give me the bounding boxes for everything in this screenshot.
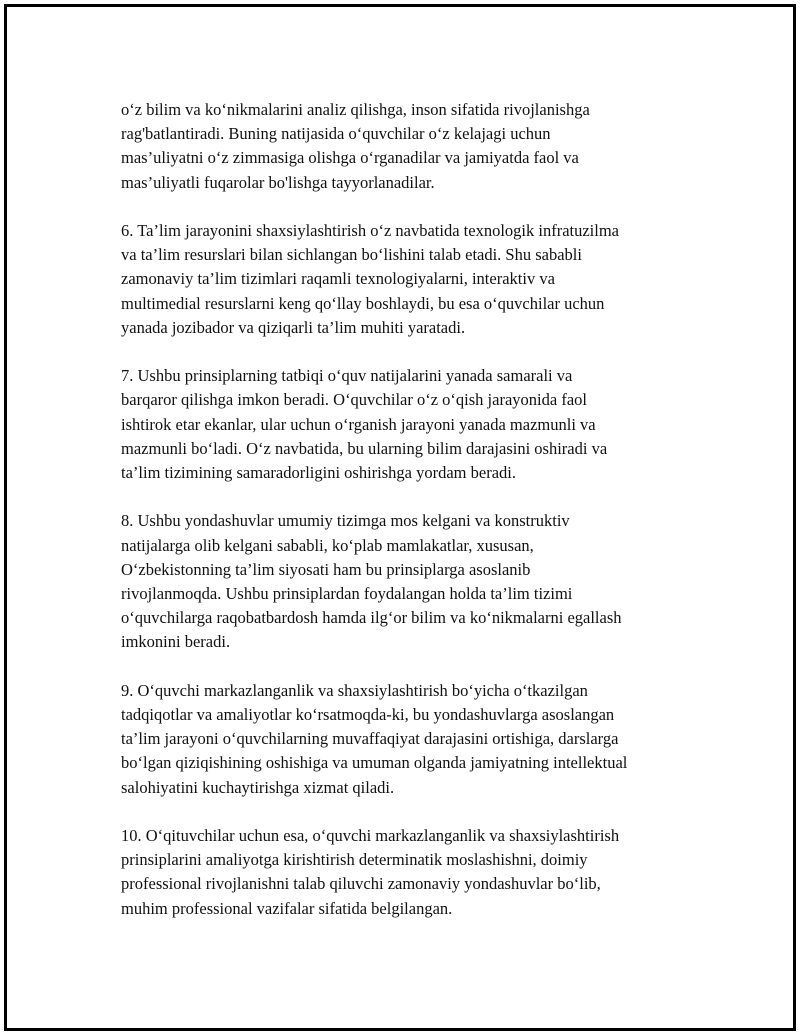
text-line: multimedial resurslarni keng qo‘llay boshlaydi, bu esa o‘quvchilar uchun	[121, 293, 605, 313]
text-line: tadqiqotlar va amaliyotlar ko‘rsatmoqda-ki, bu yondashuvlarga asoslangan	[121, 705, 615, 725]
text-line: 7. Ushbu prinsiplarning tatbiqi o‘quv natijalarini yanada samarali va	[121, 366, 573, 386]
text-line: barqaror qilishga imkon beradi. O‘quvchilar o‘z o‘qish jarayonida faol	[121, 390, 587, 410]
text-line: ishtirok etar ekanlar, ular uchun o‘rganish jarayoni yanada mazmunli va	[121, 414, 596, 434]
paragraph-9	[121, 679, 711, 800]
text-line: ta’lim jarayoni o‘quvchilarning muvaffaqiyat darajasini ortishiga, darslarga	[121, 729, 619, 749]
paragraph-6	[121, 219, 711, 340]
text-line: rag'batlantiradi. Buning natijasida o‘quvchilar o‘z kelajagi uchun	[121, 124, 551, 144]
text-line: imkonini beradi.	[121, 632, 231, 652]
text-line: O‘zbekistonning ta’lim siyosati ham bu prinsiplarga asoslanib	[121, 559, 531, 579]
text-line: muhim professional vazifalar sifatida belgilangan.	[121, 898, 453, 918]
document-body	[121, 98, 711, 945]
text-line: 9. O‘quvchi markazlanganlik va shaxsiylashtirish bo‘yicha o‘tkazilgan	[121, 680, 588, 700]
text-line: bo‘lgan qiziqishining oshishiga va umuman olganda jamiyatning intellektual	[121, 753, 628, 773]
text-line: mas’uliyatli fuqarolar bo'lishga tayyorlanadilar.	[121, 172, 435, 192]
text-line: ta’lim tizimining samaradorligini oshirishga yordam beradi.	[121, 463, 516, 483]
text-line: yanada jozibador va qiziqarli ta’lim muhiti yaratadi.	[121, 317, 466, 337]
text-line: va ta’lim resurslari bilan sichlangan bo‘lishini talab etadi. Shu sababli	[121, 245, 582, 265]
text-line: professional rivojlanishni talab qiluvchi zamonaviy yondashuvlar bo‘lib,	[121, 874, 601, 894]
text-line: o‘z bilim va ko‘nikmalarini analiz qilishga, inson sifatida rivojlanishga	[121, 100, 590, 119]
text-line: prinsiplarini amaliyotga kirishtirish determinatik moslashishni, doimiy	[121, 850, 588, 870]
text-line: salohiyatini kuchaytirishga xizmat qiladi.	[121, 777, 395, 797]
paragraph-8	[121, 509, 711, 654]
text-line: natijalarga olib kelgani sababli, ko‘plab mamlakatlar, xususan,	[121, 535, 534, 555]
paragraph-continuation	[121, 98, 711, 195]
paragraph-7	[121, 364, 711, 485]
text-line: mazmunli bo‘ladi. O‘z navbatida, bu ularning bilim darajasini oshiradi va	[121, 438, 608, 458]
text-line: mas’uliyatni o‘z zimmasiga olishga o‘rganadilar va jamiyatda faol va	[121, 148, 579, 168]
text-line: o‘quvchilarga raqobatbardosh hamda ilg‘or bilim va ko‘nikmalarni egallash	[121, 608, 622, 628]
text-line: 6. Ta’lim jarayonini shaxsiylashtirish o‘z navbatida texnologik infratuzilma	[121, 221, 620, 240]
text-line: 10. O‘qituvchilar uchun esa, o‘quvchi markazlanganlik va shaxsiylashtirish	[121, 826, 620, 846]
page-border	[4, 4, 796, 1031]
paragraph-10	[121, 824, 711, 921]
text-line: rivojlanmoqda. Ushbu prinsiplardan foydalangan holda ta’lim tizimi	[121, 584, 573, 604]
text-line: zamonaviy ta’lim tizimlari raqamli texnologiyalarni, interaktiv va	[121, 269, 555, 289]
text-line: 8. Ushbu yondashuvlar umumiy tizimga mos kelgani va konstruktiv	[121, 511, 570, 531]
